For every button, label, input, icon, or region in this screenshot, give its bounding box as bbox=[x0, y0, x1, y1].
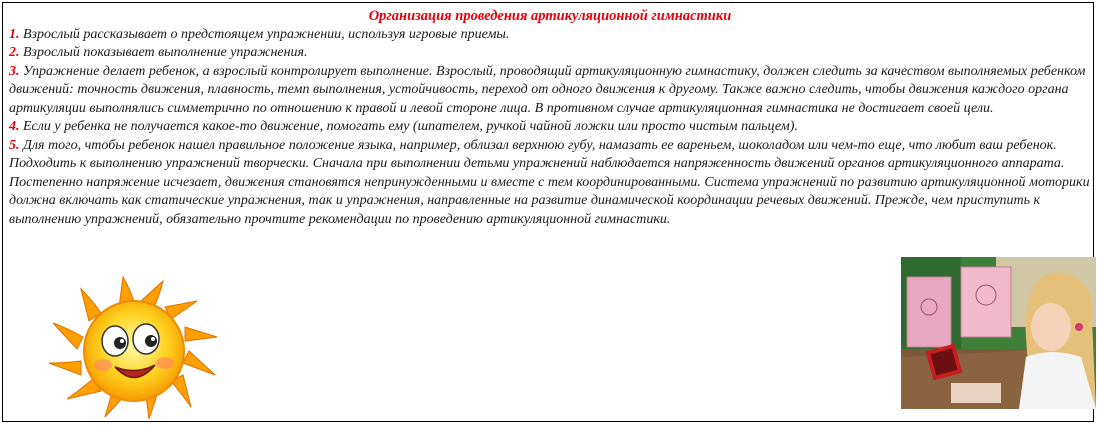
item-number: 1. bbox=[9, 26, 20, 42]
child-mirror-photo bbox=[901, 257, 1096, 409]
list-item bbox=[9, 63, 1091, 119]
list-item bbox=[9, 118, 1091, 137]
document-content bbox=[9, 7, 1091, 229]
page-title: Организация проведения артикуляционной гимнастики bbox=[368, 8, 732, 24]
list-item bbox=[9, 44, 1091, 63]
list-item bbox=[9, 137, 1091, 230]
item-text: Взрослый показывает выполнение упражнения. bbox=[23, 45, 308, 60]
item-text: Для того, чтобы ребенок нашел правильное положение языка, например, облизал верхнюю губу, намазать ее вареньем, шоколадом или чем-то еще, что любит ваш ребенок. Подходить к выполнению упражнений творчески. Сначала при выполнении детьми упражнений наблюдается напряженность движений органов артикуляционного аппарата. Постепенно напряжение исчезает, движения становятся непринужденными и вместе с тем координированными. Система упражнений по развитию артикуляционной моторики должна включать как статические упражнения, так и упражнения, направленные на развитие динамической координации речевых движений. Прежде, чем приступить к выполнению упражнений, обязательно прочтите рекомендации по проведению артикуляционной гимнастики. bbox=[9, 137, 1090, 227]
item-number: 4. bbox=[9, 119, 20, 134]
document-frame bbox=[2, 2, 1094, 422]
item-text: Взрослый рассказывает о предстоящем упражнении, используя игровые приемы. bbox=[23, 26, 510, 42]
item-number: 2. bbox=[9, 45, 20, 60]
sun-icon bbox=[31, 271, 241, 421]
item-text: Если у ребенка не получается какое-то движение, помогать ему (шпателем, ручкой чайной ложки или просто чистым пальцем). bbox=[23, 119, 798, 134]
item-text: Упражнение делает ребенок, а взрослый контролирует выполнение. Взрослый, проводящий артикуляционную гимнастику, должен следить за качеством выполняемых ребенком движений: точность движения, плавность, темп выполнения, устойчивость, переход от одного движения к другому. Также важно следить, чтобы движения каждого органа артикуляции выполнялись симметрично по отношению к правой и левой стороне лица. В противном случае артикуляционная гимнастика не достигает своей цели. bbox=[9, 63, 1086, 116]
list-item bbox=[9, 26, 1091, 45]
item-number: 3. bbox=[9, 63, 20, 79]
item-number: 5. bbox=[9, 137, 20, 153]
